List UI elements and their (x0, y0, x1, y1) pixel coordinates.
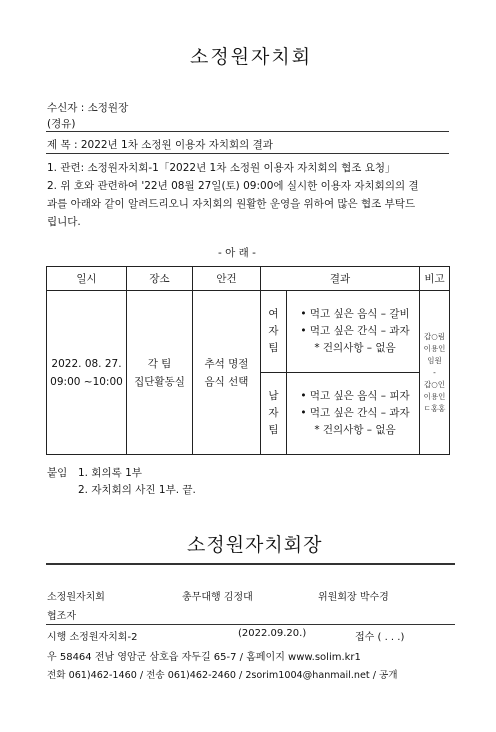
header-place: 장소 (127, 267, 193, 291)
table-header-row (47, 267, 450, 291)
enforcement-doc-no: 시행 소정원자치회-2 (47, 632, 138, 643)
divider-subject (46, 153, 449, 154)
place-team: 각 팀 (147, 357, 172, 370)
results-table (46, 266, 450, 455)
cell-agenda (193, 291, 261, 455)
divider-cooperator (46, 624, 455, 625)
place-room: 집단활동실 (134, 375, 185, 388)
footer-title: 소정원자치회장 (187, 534, 323, 556)
header-note: 비고 (420, 267, 450, 291)
attachment-label: 붙임 (47, 467, 68, 479)
group-label-men: 남 자 팀 (261, 373, 287, 455)
body-line-3: 과를 아래와 같이 알려드리오니 자치회의 원활한 운영을 위하여 많은 협조 부탁드 (47, 198, 416, 210)
divider-top (46, 131, 449, 132)
body-line-2: 2. 위 호와 관련하여 '22년 08월 27일(토) 09:00에 실시한 이용자 자치회의의 결 (47, 180, 419, 192)
list-item: • 먹고 싶은 음식 – 피자 (300, 390, 410, 402)
document-title: 소정원자치회 (190, 46, 313, 68)
via: (경유) (47, 118, 76, 130)
enforcement-date: (2022.09.20.) (238, 628, 307, 639)
list-item: • 먹고 싶은 간식 – 과자 (300, 325, 410, 337)
signer-chair: 위원회장 박수경 (318, 592, 389, 603)
table-row (47, 291, 450, 373)
address: 우 58464 전남 영암군 삼호읍 자두길 65-7 / 홈페이지 www.solim.kr1 (47, 652, 361, 663)
cooperator: 협조자 (47, 611, 76, 622)
signer-secretary: 총무대행 김정대 (182, 592, 253, 603)
attachment-item-1: 1. 회의록 1부 (78, 467, 142, 479)
section-heading: - 아 래 - (218, 247, 256, 259)
body-line-1: 1. 관련: 소정원자치회-1「2022년 1차 소정원 이용자 자치회의 협조 요청」 (47, 162, 396, 174)
cell-place (127, 291, 193, 455)
body-line-4: 립니다. (47, 216, 81, 228)
attachment-item-2: 2. 자치회의 사진 1부. 끝. (78, 484, 196, 496)
recipient: 수신자 : 소정원장 (47, 102, 129, 114)
datetime-time: 09:00 ~10:00 (50, 375, 123, 388)
agenda-line-1: 추석 명절 (204, 357, 249, 370)
cell-datetime (47, 291, 127, 455)
receipt: 접수 ( . . .) (355, 632, 405, 643)
list-item: * 건의사항 – 없음 (314, 342, 396, 354)
subject: 제 목 : 2022년 1차 소정원 이용자 자치회의 결과 (47, 139, 273, 151)
list-item: • 먹고 싶은 음식 – 갈비 (300, 308, 410, 320)
list-item: * 건의사항 – 없음 (314, 424, 396, 436)
header-agenda: 안건 (193, 267, 261, 291)
group-items-women (287, 291, 420, 373)
group-label-women: 여 자 팀 (261, 291, 287, 373)
divider-footer (46, 563, 455, 565)
datetime-date: 2022. 08. 27. (51, 357, 122, 370)
note-stamp: 갑○림 이용인 임원 - 갑○인 이용인 ㄷ홍홍 (420, 291, 450, 455)
header-result: 결과 (261, 267, 420, 291)
signer-org: 소정원자치회 (47, 592, 105, 603)
list-item: • 먹고 싶은 간식 – 과자 (300, 407, 410, 419)
header-datetime: 일시 (47, 267, 127, 291)
agenda-line-2: 음식 선택 (204, 375, 249, 388)
contact: 전화 061)462-1460 / 전송 061)462-2460 / 2sorim1004@hanmail.net / 공개 (47, 670, 398, 681)
group-items-men (287, 373, 420, 455)
